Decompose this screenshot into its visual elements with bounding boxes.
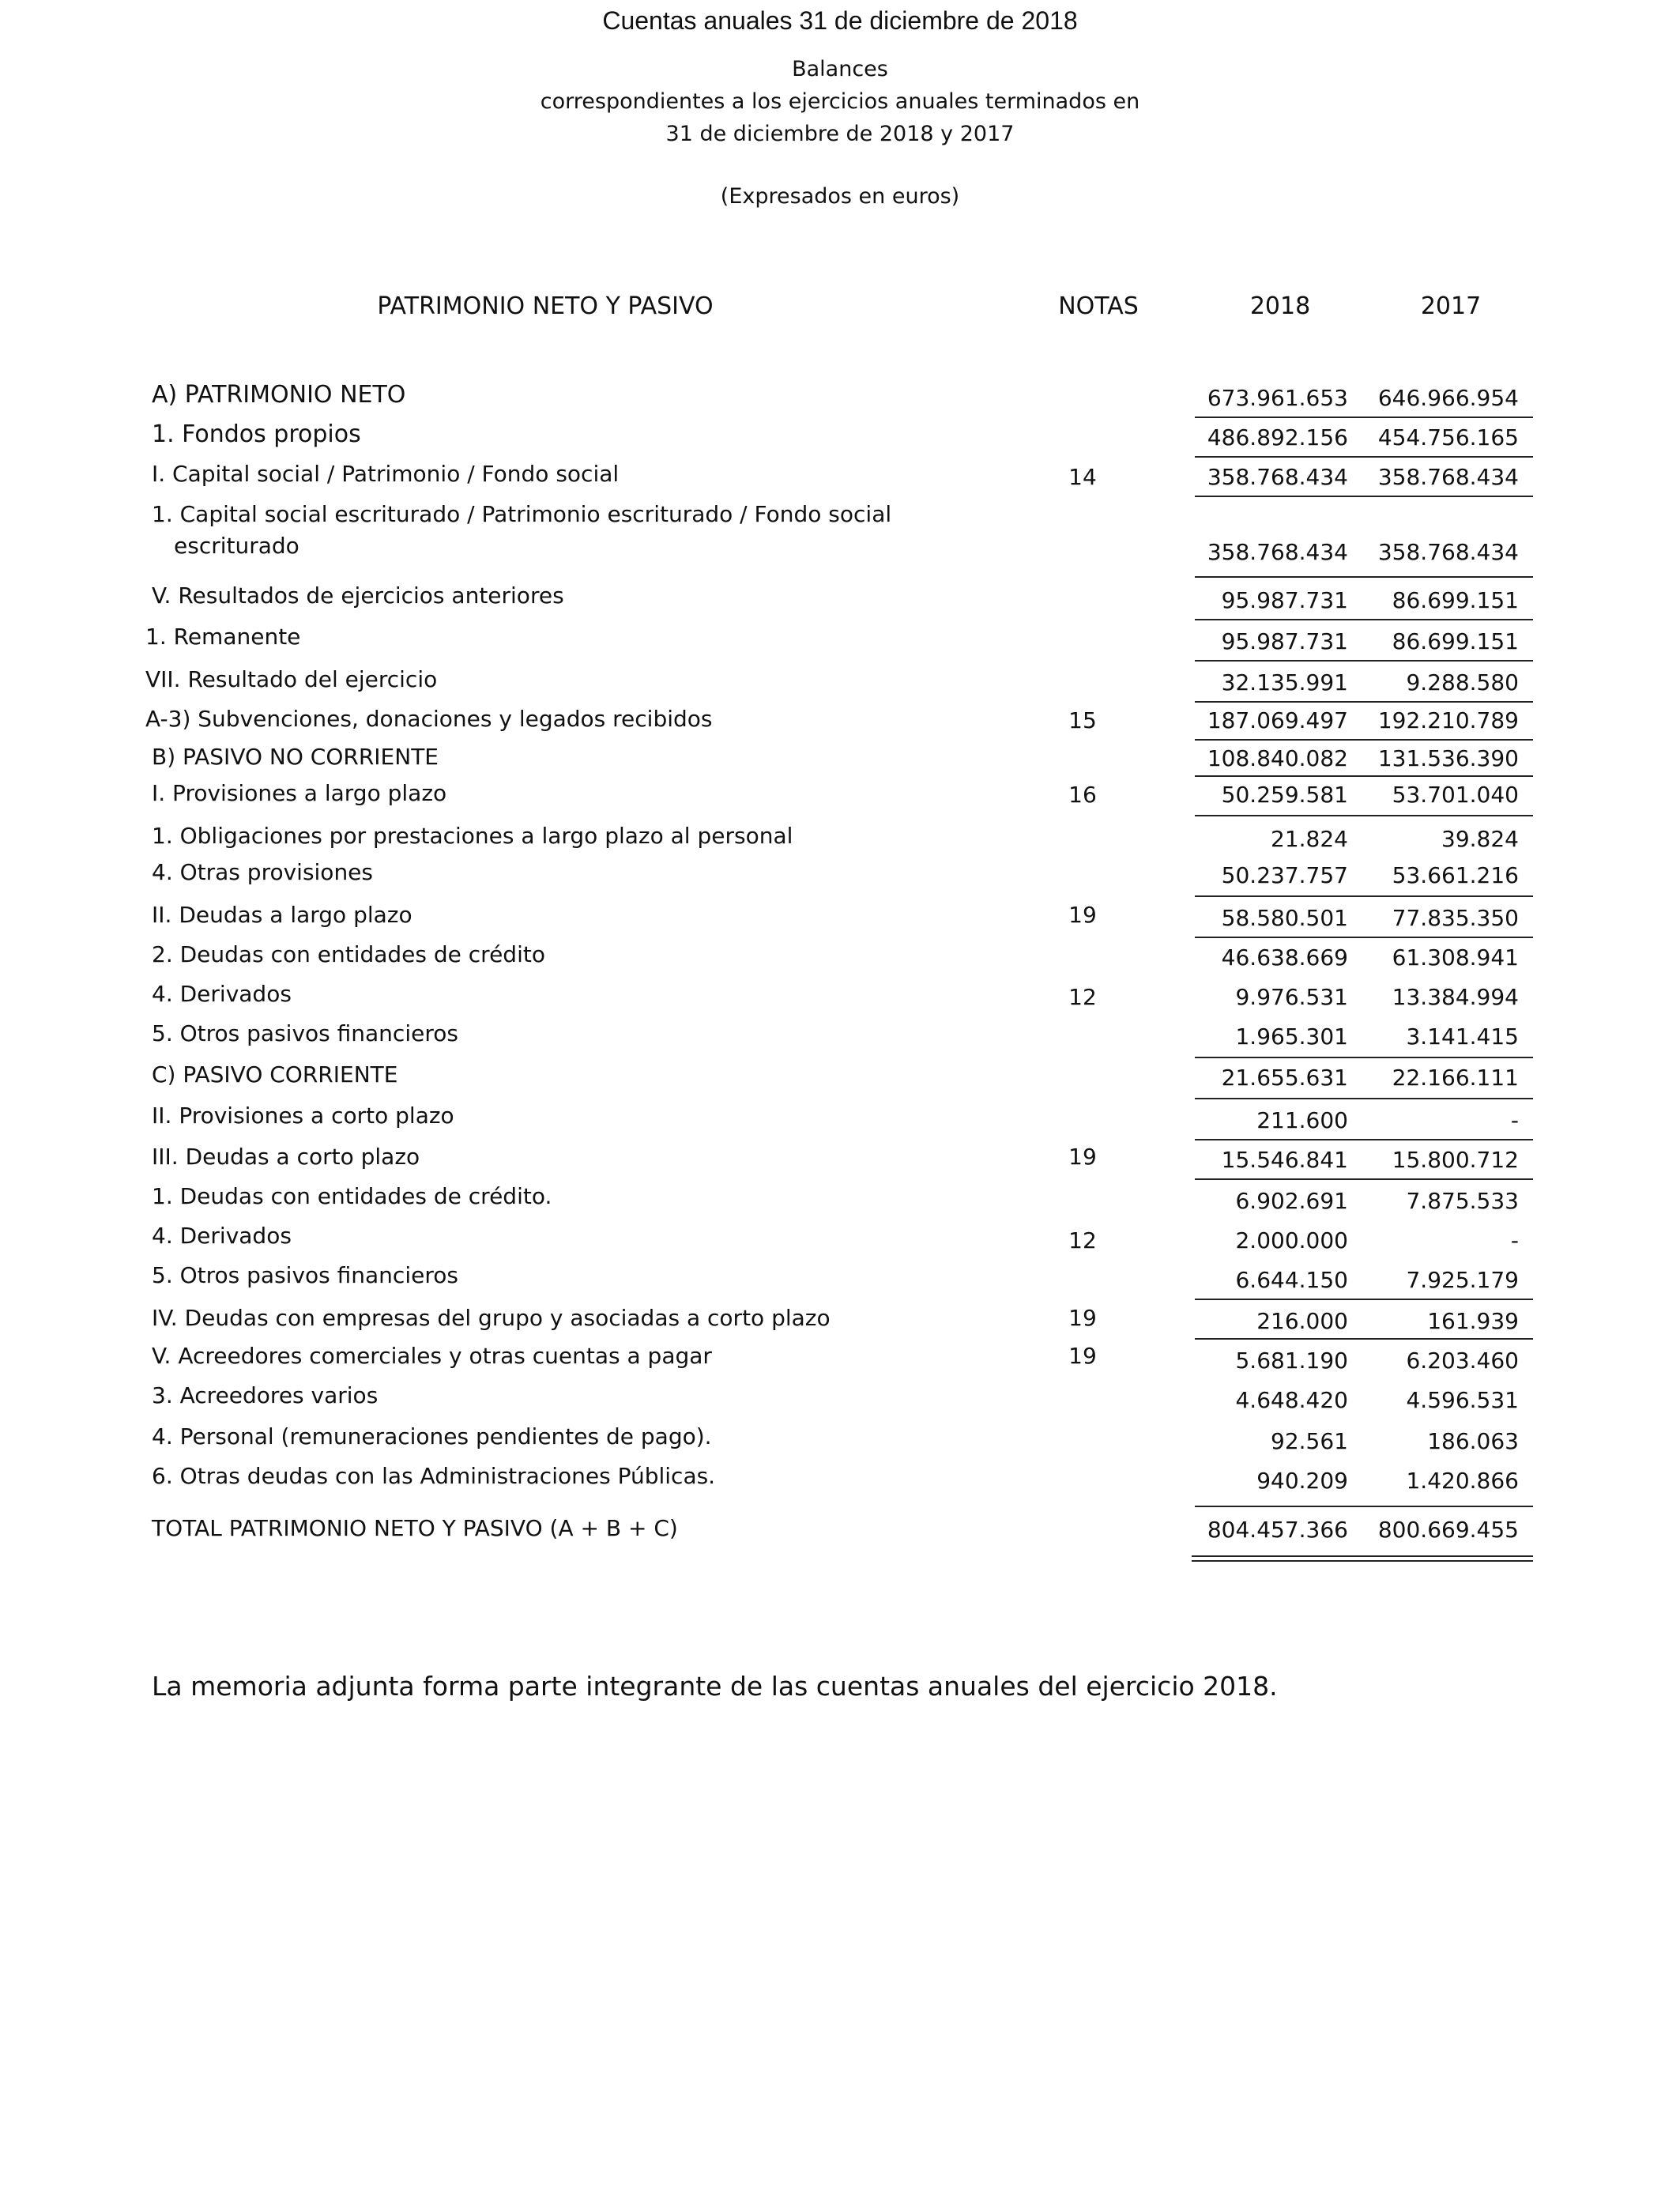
row-divider	[1195, 1098, 1533, 1099]
table-row	[0, 621, 1680, 661]
value-2017: 86.699.151	[1392, 587, 1519, 613]
row-divider	[1195, 1338, 1533, 1340]
row-divider	[1195, 619, 1533, 620]
document-title: Cuentas anuales 31 de diciembre de 2018	[602, 6, 1078, 35]
value-2017: 3.141.415	[1406, 1023, 1519, 1050]
row-label: A-3) Subvenciones, donaciones y legados recibidos	[145, 706, 713, 732]
value-2018: 6.644.150	[1235, 1267, 1348, 1293]
row-divider	[1195, 576, 1533, 578]
row-divider	[1195, 1139, 1533, 1140]
value-2017: -	[1510, 1227, 1519, 1253]
value-2017: 1.420.866	[1406, 1468, 1519, 1494]
row-label: 4. Derivados	[152, 981, 292, 1007]
table-row	[0, 664, 1680, 703]
table-row	[0, 1181, 1680, 1220]
value-2017: 358.768.434	[1377, 464, 1519, 490]
value-2018: 32.135.991	[1221, 669, 1348, 696]
value-2017: 13.384.994	[1392, 984, 1519, 1010]
row-label: III. Deudas a corto plazo	[152, 1144, 420, 1170]
row-label: 1. Remanente	[145, 624, 301, 650]
row-label: II. Deudas a largo plazo	[152, 902, 412, 928]
table-row	[0, 820, 1680, 860]
value-2018: 187.069.497	[1207, 707, 1348, 733]
statement-description: correspondientes a los ejercicios anuales terminados en	[540, 89, 1140, 114]
row-label: IV. Deudas con empresas del grupo y asociadas a corto plazo	[152, 1305, 831, 1331]
row-divider	[1195, 1299, 1533, 1300]
table-row-total	[0, 1513, 1680, 1552]
row-note: 15	[1068, 707, 1097, 733]
value-2018: 92.561	[1271, 1428, 1348, 1454]
table-row	[0, 857, 1680, 896]
value-2017: 86.699.151	[1392, 628, 1519, 654]
row-label: 1. Obligaciones por prestaciones a largo plazo al personal	[152, 823, 793, 849]
row-label: 2. Deudas con entidades de crédito	[152, 941, 545, 967]
value-2017: 6.203.460	[1406, 1348, 1519, 1374]
row-divider	[1195, 815, 1533, 816]
value-2017: 4.596.531	[1406, 1387, 1519, 1413]
table-row	[0, 1380, 1680, 1419]
table-row	[0, 419, 1680, 458]
table-row	[0, 499, 1680, 574]
row-note: 16	[1068, 782, 1097, 808]
value-2018: 21.824	[1271, 826, 1348, 852]
table-row	[0, 778, 1680, 817]
value-2018: 50.259.581	[1221, 782, 1348, 808]
table-row	[0, 1461, 1680, 1500]
value-2018: 1.965.301	[1235, 1023, 1348, 1050]
row-label: 5. Otros pasivos financieros	[152, 1020, 458, 1046]
value-2017: 15.800.712	[1392, 1147, 1519, 1173]
value-2018: 50.237.757	[1221, 862, 1348, 888]
row-label: I. Provisiones a largo plazo	[152, 780, 447, 806]
value-2017: 646.966.954	[1377, 385, 1519, 411]
column-header-section: PATRIMONIO NETO Y PASIVO	[377, 292, 714, 320]
value-2018: 6.902.691	[1235, 1188, 1348, 1214]
row-label: 3. Acreedores varios	[152, 1382, 379, 1408]
row-divider	[1195, 895, 1533, 897]
row-divider	[1195, 417, 1533, 418]
value-2017: 186.063	[1427, 1428, 1519, 1454]
table-row	[0, 939, 1680, 978]
row-label: VII. Resultado del ejercicio	[145, 666, 438, 692]
value-2017: 7.925.179	[1406, 1267, 1519, 1293]
value-2018: 358.768.434	[1207, 464, 1348, 490]
table-row	[0, 1220, 1680, 1260]
row-label: 5. Otros pasivos financieros	[152, 1262, 458, 1288]
table-row	[0, 580, 1680, 620]
column-header-2017: 2017	[1420, 292, 1482, 320]
table-row	[0, 1100, 1680, 1140]
row-divider	[1195, 937, 1533, 938]
value-2018: 804.457.366	[1207, 1517, 1348, 1543]
row-note: 12	[1068, 1227, 1097, 1253]
currency-note: (Expresados en euros)	[720, 184, 960, 209]
row-note: 19	[1068, 1144, 1097, 1170]
value-2018: 673.961.653	[1207, 385, 1348, 411]
row-label: 1. Deudas con entidades de crédito.	[152, 1183, 552, 1209]
value-2018: 21.655.631	[1221, 1065, 1348, 1091]
statement-period: 31 de diciembre de 2018 y 2017	[665, 122, 1015, 146]
table-row	[0, 379, 1680, 419]
table-row	[0, 1059, 1680, 1099]
value-2018: 4.648.420	[1235, 1387, 1348, 1413]
total-double-rule-bottom	[1192, 1560, 1533, 1562]
row-label: TOTAL PATRIMONIO NETO Y PASIVO (A + B + C)	[152, 1515, 678, 1541]
row-note: 14	[1068, 464, 1097, 490]
value-2017: 454.756.165	[1377, 424, 1519, 450]
column-header-2018: 2018	[1249, 292, 1311, 320]
footer-note: La memoria adjunta forma parte integrante de las cuentas anuales del ejercicio 2018.	[152, 1671, 1278, 1702]
table-row	[0, 978, 1680, 1018]
table-row	[0, 458, 1680, 498]
row-divider	[1195, 1057, 1533, 1058]
value-2017: 53.661.216	[1392, 862, 1519, 888]
value-2018: 58.580.501	[1221, 905, 1348, 931]
row-note: 12	[1068, 984, 1097, 1010]
table-row	[0, 703, 1680, 743]
value-2017: 61.308.941	[1392, 944, 1519, 971]
value-2017: 9.288.580	[1406, 669, 1519, 696]
value-2018: 358.768.434	[1207, 539, 1348, 565]
table-row	[0, 1260, 1680, 1299]
row-note: 19	[1068, 902, 1097, 928]
value-2018: 9.976.531	[1235, 984, 1348, 1010]
table-row	[0, 899, 1680, 939]
row-label: V. Acreedores comerciales y otras cuentas a pagar	[152, 1343, 712, 1369]
value-2017: 53.701.040	[1392, 782, 1519, 808]
value-2017: -	[1510, 1107, 1519, 1133]
table-row	[0, 1018, 1680, 1057]
value-2017: 22.166.111	[1392, 1065, 1519, 1091]
value-2018: 15.546.841	[1221, 1147, 1348, 1173]
value-2018: 95.987.731	[1221, 628, 1348, 654]
row-label: II. Provisiones a corto plazo	[152, 1103, 454, 1129]
row-label: I. Capital social / Patrimonio / Fondo social	[152, 461, 620, 487]
table-row	[0, 1340, 1680, 1380]
column-header-notes: NOTAS	[1058, 292, 1139, 320]
value-2017: 800.669.455	[1377, 1517, 1519, 1543]
row-label: 6. Otras deudas con las Administraciones Públicas.	[152, 1463, 716, 1489]
row-label-continuation: escriturado	[174, 533, 299, 559]
row-label: V. Resultados de ejercicios anteriores	[152, 582, 564, 609]
table-row	[0, 1302, 1680, 1342]
value-2018: 95.987.731	[1221, 587, 1348, 613]
row-label: 1. Capital social escriturado / Patrimonio escriturado / Fondo social	[152, 501, 892, 527]
row-divider	[1195, 1178, 1533, 1180]
row-divider	[1195, 660, 1533, 662]
value-2018: 940.209	[1256, 1468, 1348, 1494]
value-2017: 39.824	[1441, 826, 1519, 852]
value-2017: 161.939	[1427, 1308, 1519, 1334]
row-divider	[1195, 739, 1533, 741]
row-divider	[1195, 775, 1533, 777]
table-row	[0, 1141, 1680, 1181]
value-2018: 108.840.082	[1207, 745, 1348, 771]
value-2018: 46.638.669	[1221, 944, 1348, 971]
total-double-rule-top	[1192, 1555, 1533, 1557]
row-label: 4. Personal (remuneraciones pendientes de pago).	[152, 1423, 712, 1449]
value-2018: 216.000	[1256, 1308, 1348, 1334]
row-label: B) PASIVO NO CORRIENTE	[152, 744, 439, 770]
row-divider	[1195, 496, 1533, 497]
value-2017: 77.835.350	[1392, 905, 1519, 931]
value-2018: 5.681.190	[1235, 1348, 1348, 1374]
value-2018: 486.892.156	[1207, 424, 1348, 450]
value-2017: 192.210.789	[1377, 707, 1519, 733]
row-note: 19	[1068, 1343, 1097, 1369]
row-divider	[1195, 1506, 1533, 1507]
row-label: C) PASIVO CORRIENTE	[152, 1061, 398, 1088]
row-label: A) PATRIMONIO NETO	[152, 381, 406, 409]
row-label: 4. Otras provisiones	[152, 859, 373, 885]
value-2017: 7.875.533	[1406, 1188, 1519, 1214]
table-row	[0, 1421, 1680, 1461]
value-2017: 358.768.434	[1377, 539, 1519, 565]
value-2018: 211.600	[1256, 1107, 1348, 1133]
row-label: 1. Fondos propios	[152, 420, 361, 448]
row-divider	[1195, 456, 1533, 458]
row-note: 19	[1068, 1305, 1097, 1331]
row-divider	[1195, 701, 1533, 703]
row-label: 4. Derivados	[152, 1223, 292, 1249]
statement-name: Balances	[792, 57, 888, 81]
value-2017: 131.536.390	[1377, 745, 1519, 771]
value-2018: 2.000.000	[1235, 1227, 1348, 1253]
